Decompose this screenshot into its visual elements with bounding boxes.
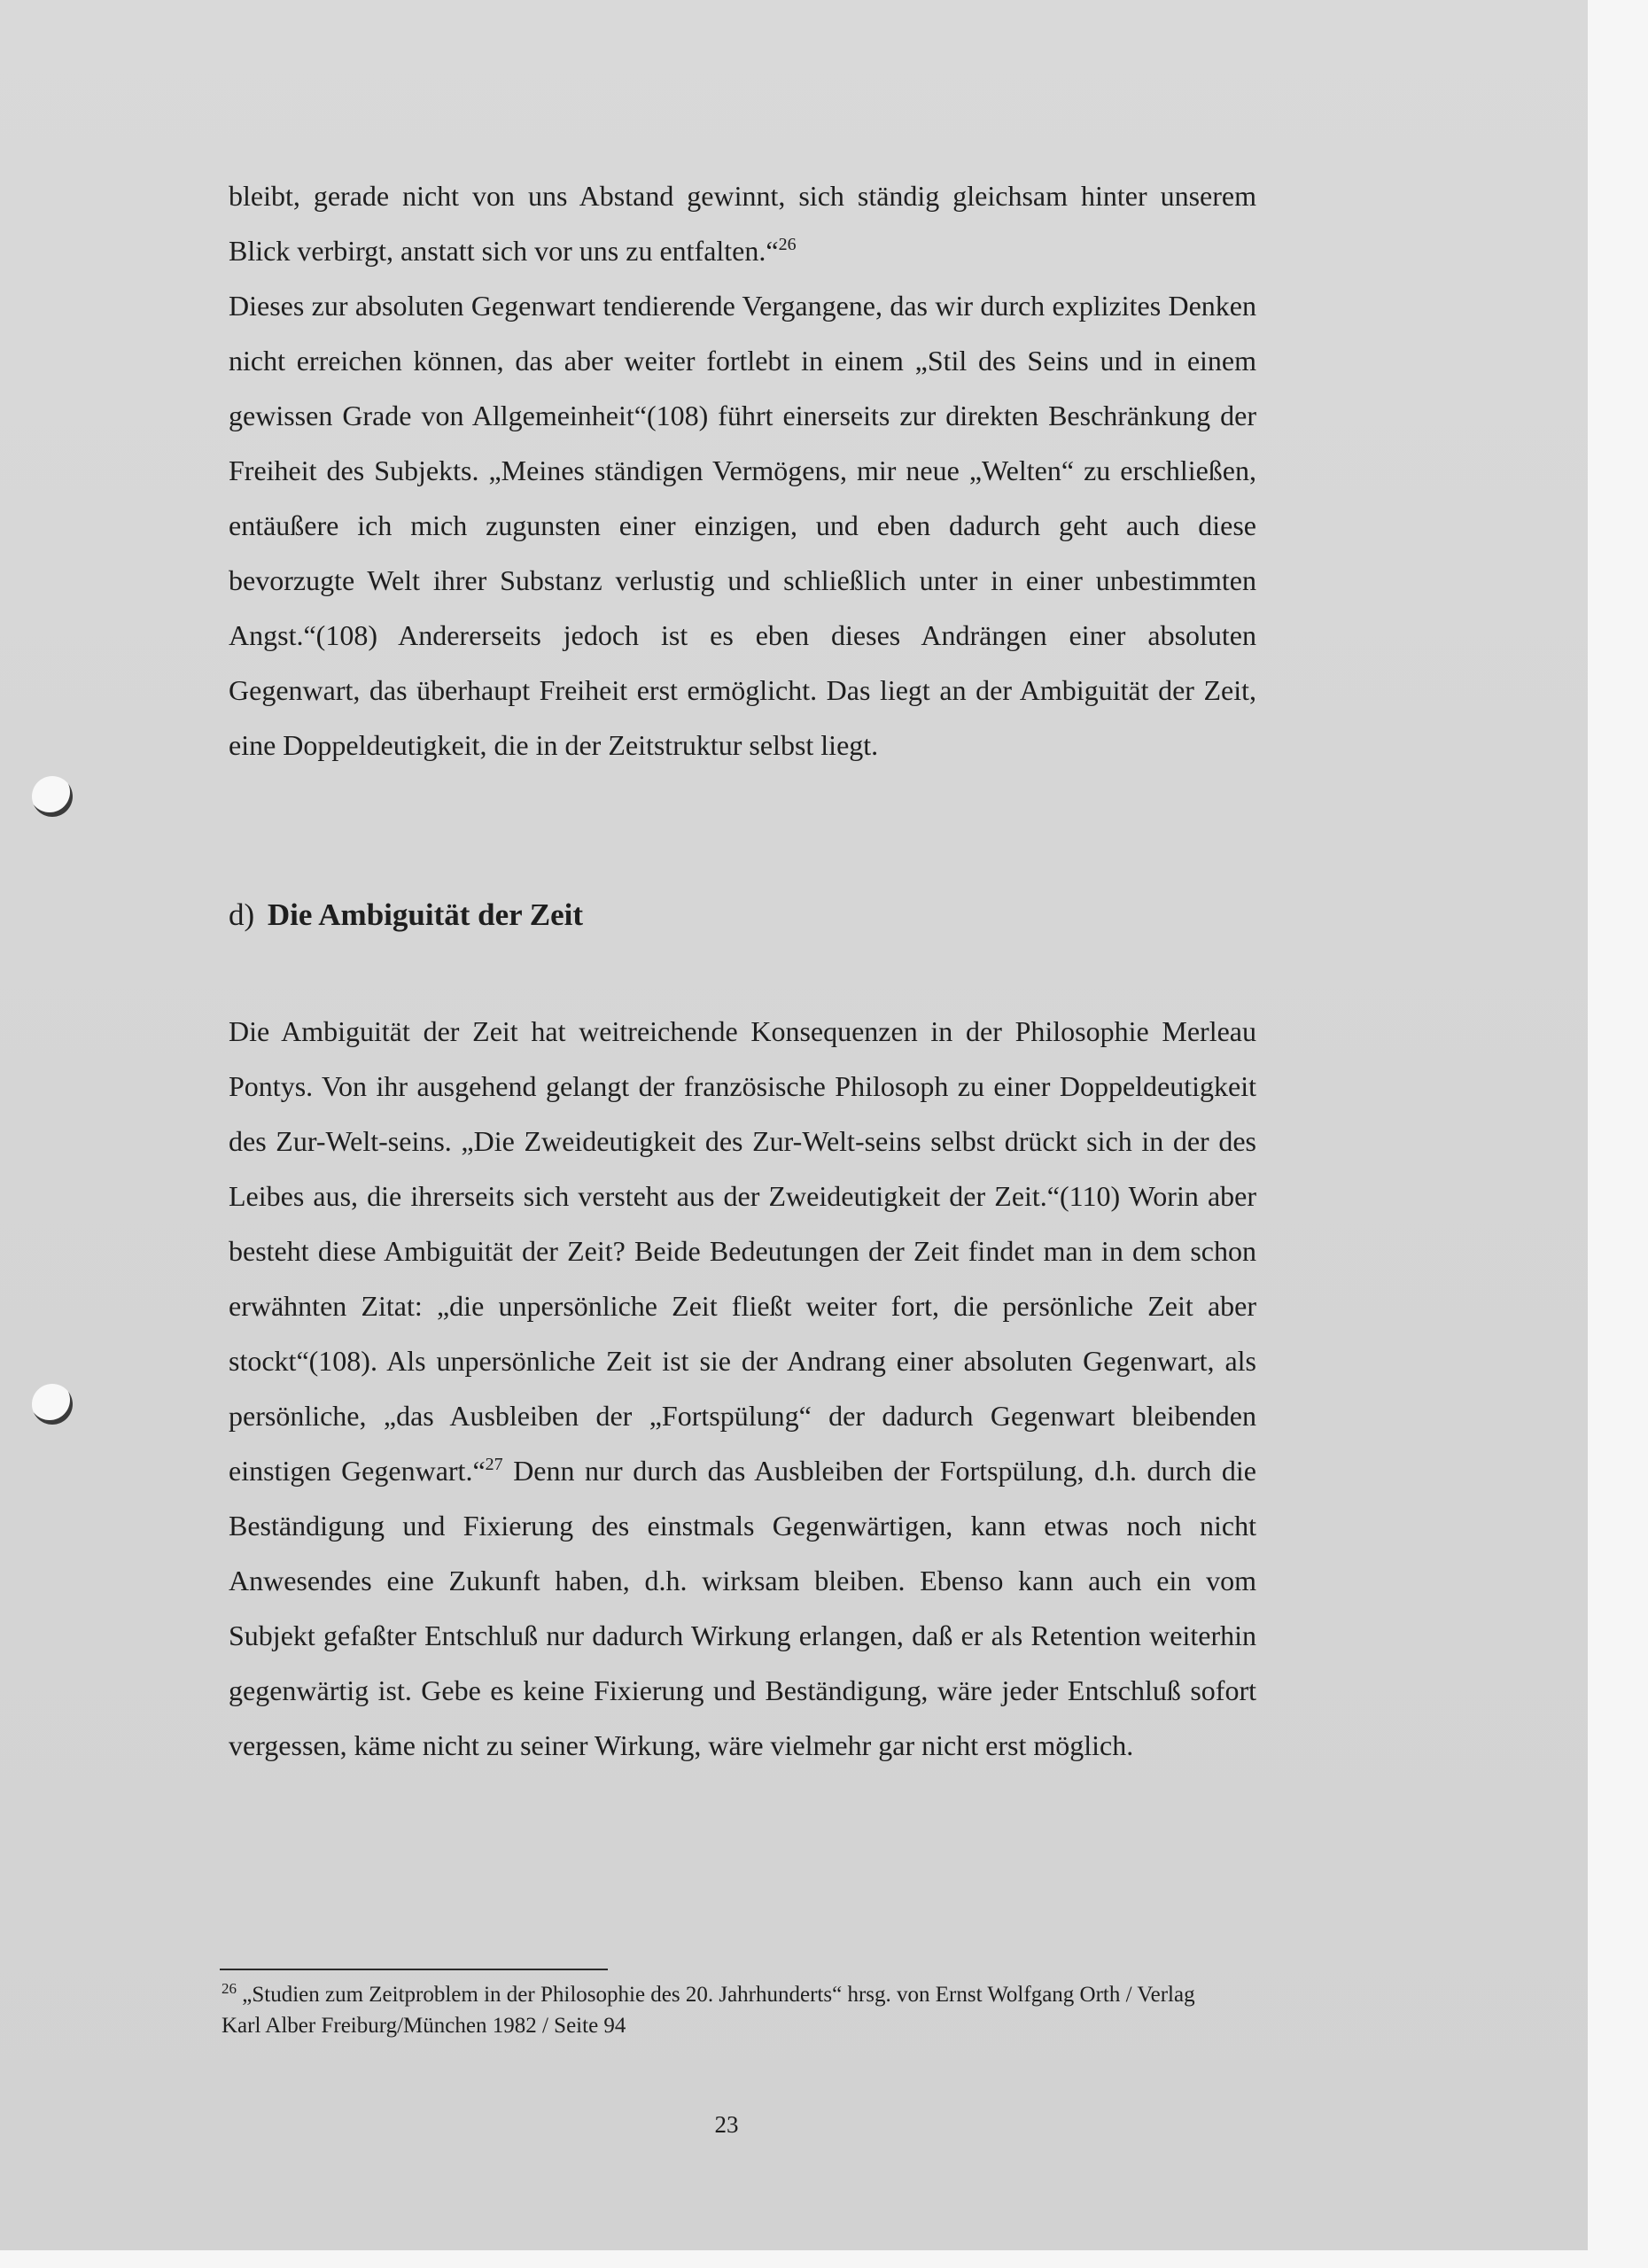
page-number: 23 [714, 2111, 739, 2138]
scanner-margin-right [1588, 0, 1648, 2268]
paragraph-continuation: bleibt, gerade nicht von uns Abstand gewinnt, sich ständig gleichsam hinter unserem Blick verbirgt, anstatt sich vor uns zu entfalten.“$^{26}$ [229, 180, 1256, 267]
footnote-ref: 26 [778, 235, 797, 254]
punch-hole-icon [32, 1384, 73, 1425]
footnote-text: „Studien zum Zeitproblem in der Philosophie des 20. Jahrhunderts“ hrsg. von Ernst Wolfgang Orth / Verlag Karl Alber Freiburg/München 1982 / Seite 94 [222, 1983, 1195, 2038]
paragraph-ambiguity: Die Ambiguität der Zeit hat weitreichende Konsequenzen in der Philosophie Merleau Pontys. Von ihr ausgehend gelangt der französische Philosoph zu einer Doppeldeutigkeit des Zur-Welt-seins. „Die Zweideutigkeit des Zur-Welt-seins selbst drückt sich in der des Leibes aus, die ihrerseits sich versteht aus der Zweideutigkeit der Zeit.“(110) Worin aber besteht diese Ambiguität der Zeit? Beide Bedeutungen der Zeit findet man in dem schon erwähnten Zitat: „die unpersönliche Zeit fließt weiter fort, die persönliche Zeit aber stockt“(108). Als unpersönliche Zeit ist sie der Andrang einer absoluten Gegenwart, als persönliche, „das Ausbleiben der „Fortspülung“ der dadurch Gegenwart bleibenden einstigen Gegenwart.“$^{27}$ Denn nur durch das Ausbleiben der Fortspülung, d.h. durch die Beständigung und Fixierung des einstmals Gegenwärtigen, kann etwas noch nicht Anwesendes eine Zukunft haben, d.h. wirksam bleiben. Ebenso kann auch ein vom Subjekt gefaßter Entschluß nur dadurch Wirkung erlangen, daß er als Retention weiterhin gegenwärtig ist. Gebe es keine Fixierung und Beständigung, wäre jeder Entschluß sofort vergessen, käme nicht zu seiner Wirkung, wäre vielmehr gar nicht erst möglich. [229, 1015, 1257, 1761]
body-text-main [229, 1004, 1256, 1773]
scanner-margin-bottom [0, 2250, 1648, 2268]
punch-hole-icon [32, 776, 73, 817]
footnote-divider [220, 1969, 608, 1970]
section-label: d) [229, 897, 255, 932]
footnote-ref: 27 [485, 1455, 503, 1474]
footnote [222, 1979, 1232, 2041]
section-heading [229, 889, 583, 942]
section-title: Die Ambiguität der Zeit [267, 897, 584, 932]
footnote-number: 26 [222, 1980, 237, 1997]
body-text-top [229, 168, 1256, 773]
paragraph-vergangene: Dieses zur absoluten Gegenwart tendierende Vergangene, das wir durch explizites Denken nicht erreichen können, das aber weiter fortlebt in einem „Stil des Seins und in einem gewissen Grade von Allgemeinheit“(108) führt einerseits zur direkten Beschränkung der Freiheit des Subjekts. „Meines ständigen Vermögens, mir neue „Welten“ zu erschließen, entäußere ich mich zugunsten einer einzigen, und eben dadurch geht auch diese bevorzugte Welt ihrer Substanz verlustig und schließlich unter in einer unbestimmten Angst.“(108) Andererseits jedoch ist es eben dieses Andrängen einer absoluten Gegenwart, das überhaupt Freiheit erst ermöglicht. Das liegt an der Ambiguität der Zeit, eine Doppeldeutigkeit, die in der Zeitstruktur selbst liegt. [229, 290, 1256, 761]
